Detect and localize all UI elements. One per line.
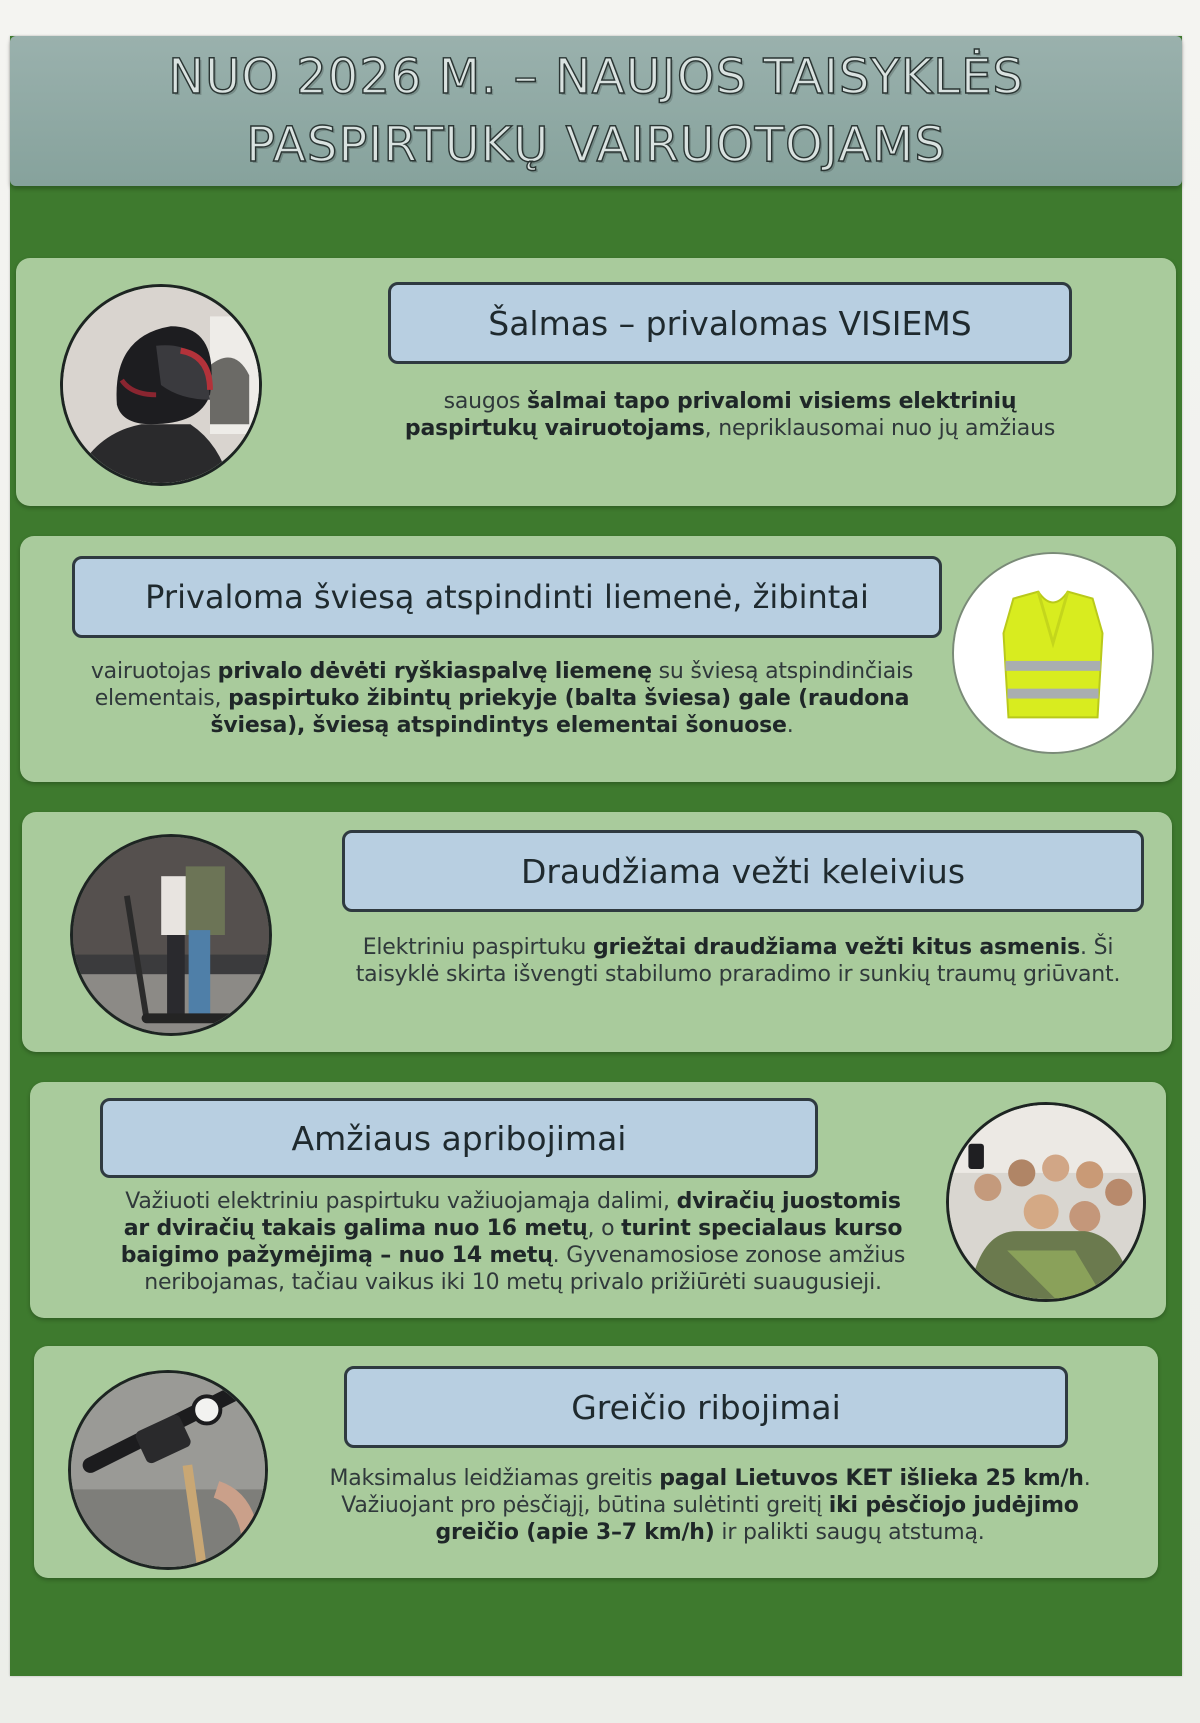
desc-speed-bold-1: pagal Lietuvos KET išlieka 25 km/h: [659, 1466, 1084, 1491]
desc-passengers: [330, 934, 1146, 988]
desc-passengers-text-1: Elektriniu paspirtuku: [362, 935, 593, 960]
heading-age-restrictions: Amžiaus apribojimai: [100, 1098, 818, 1178]
desc-age-text-1: Važiuoti elektriniu paspirtuku važiuojamąja dalimi,: [125, 1189, 677, 1214]
desc-helmet-text-2: , nepriklausomai nuo jų amžiaus: [704, 416, 1056, 441]
desc-speed-bold-2: iki pėsčiojo judėjimo greičio (apie 3–7 km/h): [435, 1493, 1079, 1545]
teenagers-group-photo: [946, 1102, 1146, 1302]
desc-helmet: [400, 388, 1060, 442]
desc-vest-bold-1: privalo dėvėti ryškiaspalvę liemenę: [217, 659, 652, 684]
poster-title-line-1: NUO 2026 M. – NAUJOS TAISYKLĖS: [168, 49, 1024, 105]
desc-reflective-vest: [66, 658, 938, 739]
helmet-rider-photo: [60, 284, 262, 486]
desc-age-bold-1: dviračių juostomis ar dviračių takais galima nuo 16 metų: [123, 1189, 901, 1241]
heading-reflective-vest: Privaloma šviesą atspindinti liemenė, žibintai: [72, 556, 942, 638]
desc-speed-text-2: . Važiuojant pro pėsčiąjį, būtina sulėtinti greitį: [341, 1466, 1091, 1518]
desc-vest-text-1: vairuotojas: [90, 659, 218, 684]
desc-vest-bold-2: paspirtuko žibintų priekyje (balta šviesa) gale (raudona šviesa), šviesą atspindintys elementai šonuose: [210, 686, 910, 738]
heading-speed-limits: Greičio ribojimai: [344, 1366, 1068, 1448]
desc-passengers-bold-1: griežtai draudžiama vežti kitus asmenis: [592, 935, 1081, 960]
poster-title-line-2: PASPIRTUKŲ VAIRUOTOJAMS: [246, 117, 946, 173]
poster-header: [10, 36, 1182, 186]
desc-passengers-text-2: . Ši taisyklė skirta išvengti stabilumo praradimo ir sunkių traumų griūvant.: [355, 935, 1121, 987]
desc-speed-limits: [300, 1465, 1120, 1546]
desc-vest-text-3: .: [786, 713, 794, 738]
desc-age-text-3: . Gyvenamosiose zonose amžius neribojamas, tačiau vaikus iki 10 metų privalo prižiūrėti suaugusieji.: [144, 1243, 906, 1295]
scooter-handlebar-photo: [68, 1370, 268, 1570]
desc-age-text-2: , o: [587, 1216, 622, 1241]
two-riders-scooter-photo: [70, 834, 272, 1036]
poster-title: [168, 43, 1024, 179]
desc-speed-text-3: ir palikti saugų atstumą.: [714, 1520, 985, 1545]
heading-helmet: Šalmas – privalomas VISIEMS: [388, 282, 1072, 364]
desc-helmet-text-1: saugos: [443, 389, 528, 414]
heading-passengers: Draudžiama vežti keleivius: [342, 830, 1144, 912]
reflective-vest-photo: [952, 552, 1154, 754]
desc-vest-text-2: su šviesą atspindinčiais elementais,: [94, 659, 914, 711]
desc-speed-text-1: Maksimalus leidžiamas greitis: [329, 1466, 660, 1491]
desc-age-bold-2: turint specialaus kurso baigimo pažymėjimą – nuo 14 metų: [120, 1216, 903, 1268]
desc-helmet-bold-1: šalmai tapo privalomi visiems elektrinių paspirtukų vairuotojams: [404, 389, 1017, 441]
desc-age-restrictions: [118, 1188, 908, 1296]
